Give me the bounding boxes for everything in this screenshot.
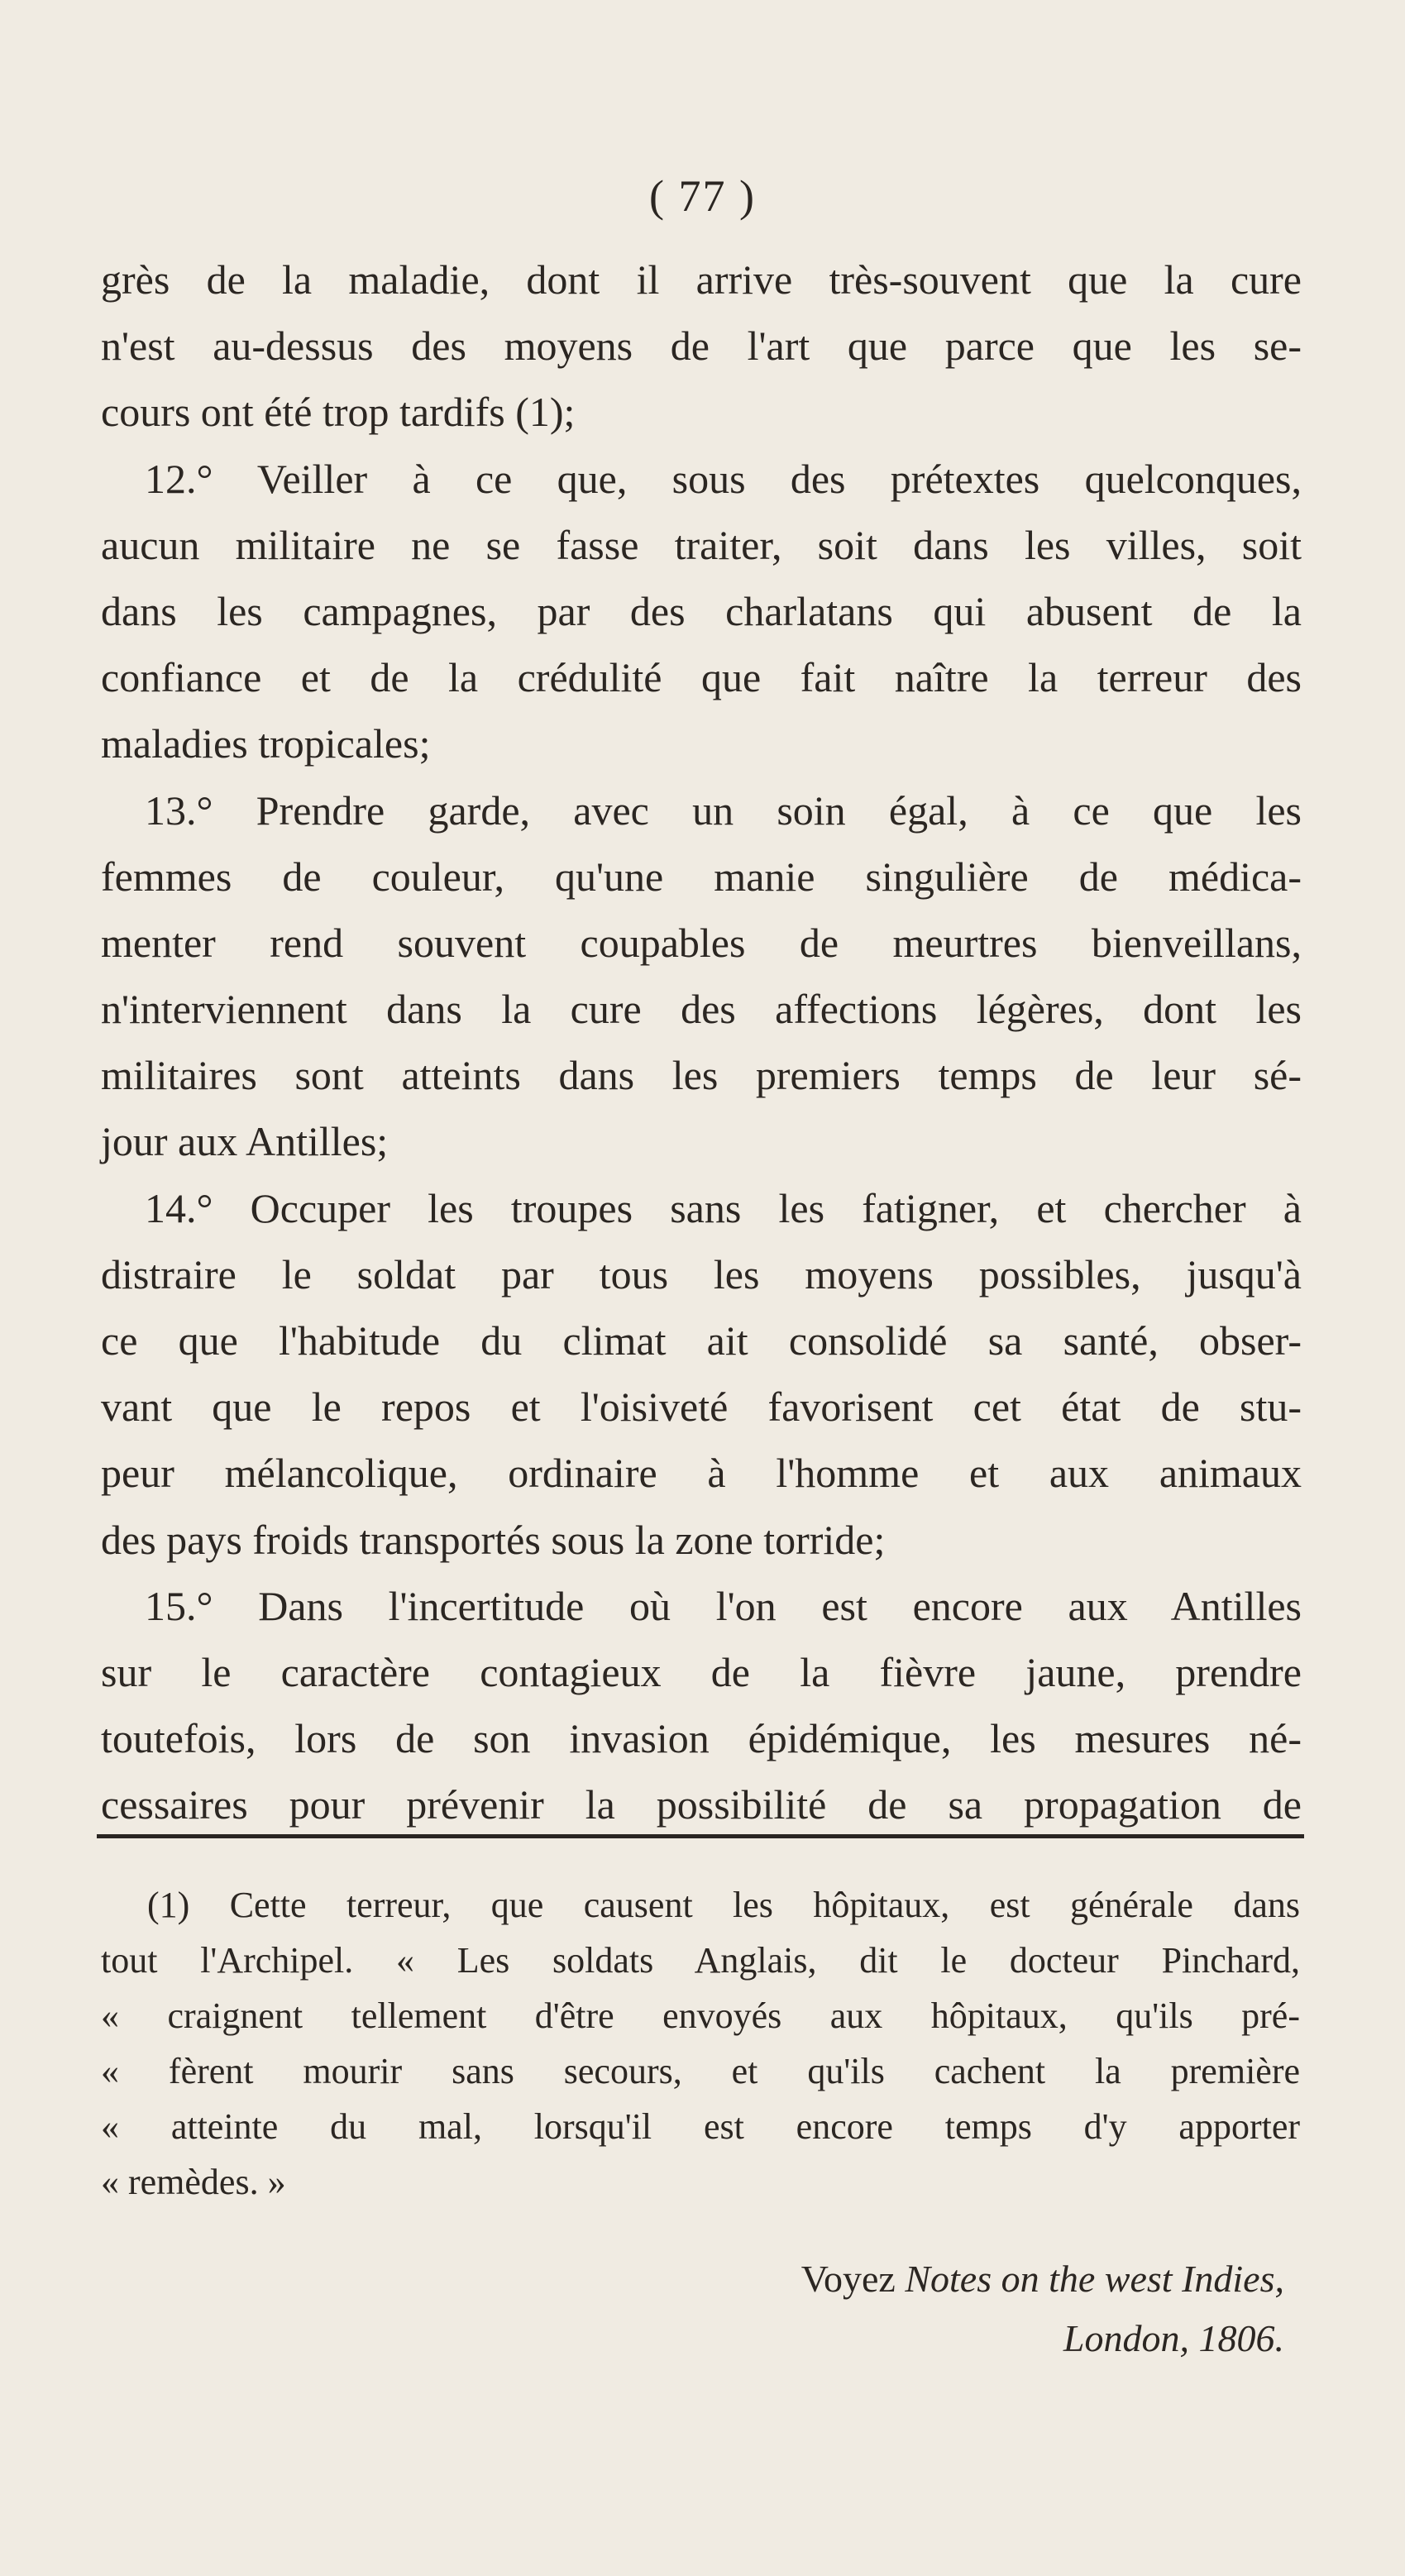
body-line: jour aux Antilles; — [101, 1118, 389, 1165]
body-line: 13.° Prendre garde, avec un soin égal, à ce que les — [145, 786, 1302, 834]
footnote-line: tout l'Archipel. « Les soldats Anglais, dit le docteur Pinchard, — [101, 1940, 1300, 1981]
body-line: des pays froids transportés sous la zone torride; — [101, 1516, 886, 1563]
source-line-1 — [801, 2249, 1284, 2309]
body-line: vant que le repos et l'oisiveté favorisent cet état de stu- — [101, 1384, 1302, 1431]
body-line: cessaires pour prévenir la possibilité de sa propagation de — [101, 1781, 1302, 1828]
body-line: cours ont été trop tardifs (1); — [101, 389, 576, 436]
body-text — [101, 246, 1302, 1838]
body-line: peur mélancolique, ordinaire à l'homme et aux animaux — [101, 1450, 1302, 1497]
body-line: toutefois, lors de son invasion épidémique, les mesures né- — [101, 1715, 1302, 1762]
body-line: 15.° Dans l'incertitude où l'on est encore aux Antilles — [145, 1582, 1302, 1629]
footnote-line: « atteinte du mal, lorsqu'il est encore temps d'y apporter — [101, 2106, 1300, 2147]
source-prefix: Voyez — [800, 2258, 896, 2300]
footnote-divider — [97, 1834, 1304, 1838]
body-line: n'est au-dessus des moyens de l'art que parce que les se- — [101, 323, 1302, 370]
body-line: confiance et de la crédulité que fait naître la terreur des — [101, 654, 1302, 701]
body-line: sur le caractère contagieux de la fièvre jaune, prendre — [101, 1648, 1302, 1695]
body-line: 14.° Occuper les troupes sans les fatigner, et chercher à — [145, 1184, 1302, 1231]
source-place-date: London, 1806. — [1063, 2317, 1284, 2359]
footnote-line: (1) Cette terreur, que causent les hôpitaux, est générale dans — [147, 1885, 1300, 1925]
footnote-line: « fèrent mourir sans secours, et qu'ils cachent la première — [101, 2051, 1300, 2091]
body-line: ce que l'habitude du climat ait consolidé sa santé, obser- — [101, 1317, 1302, 1364]
footnote-line: « remèdes. » — [101, 2162, 286, 2202]
body-line: menter rend souvent coupables de meurtres bienveillans, — [101, 919, 1302, 966]
footnote — [101, 1877, 1300, 2210]
source-title: Notes on the west Indies, — [905, 2258, 1284, 2300]
footnote-source — [801, 2249, 1284, 2368]
body-line: n'interviennent dans la cure des affections légères, dont les — [101, 986, 1302, 1033]
body-line: grès de la maladie, dont il arrive très-souvent que la cure — [101, 256, 1302, 303]
body-line: distraire le soldat par tous les moyens possibles, jusqu'à — [101, 1250, 1302, 1298]
footnote-line: « craignent tellement d'être envoyés aux hôpitaux, qu'ils pré- — [101, 1995, 1300, 2036]
body-line: dans les campagnes, par des charlatans qui abusent de la — [101, 587, 1302, 634]
body-line: 12.° Veiller à ce que, sous des prétextes quelconques, — [145, 455, 1302, 502]
page-number: ( 77 ) — [649, 171, 756, 221]
body-line: aucun militaire ne se fasse traiter, soit dans les villes, soit — [101, 521, 1302, 568]
body-line: militaires sont atteints dans les premiers temps de leur sé- — [101, 1052, 1302, 1099]
body-line: femmes de couleur, qu'une manie singulière de médica- — [101, 853, 1302, 900]
body-line: maladies tropicales; — [101, 720, 431, 767]
